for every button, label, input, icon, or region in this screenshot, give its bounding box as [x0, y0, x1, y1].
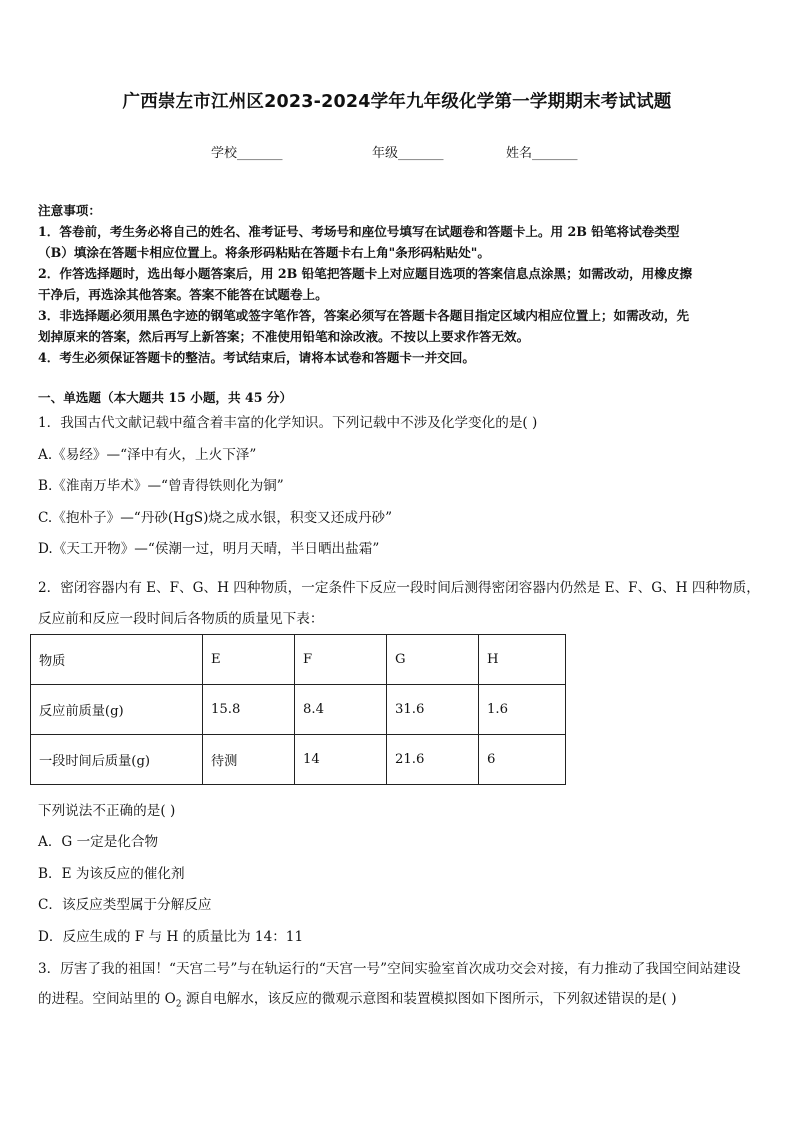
- option-a: A．G 一定是化合物: [38, 834, 159, 850]
- table-cell: 物质: [31, 635, 203, 685]
- table-cell: 6: [479, 735, 566, 785]
- table-cell: 一段时间后质量(g): [31, 735, 203, 785]
- table-cell: 1.6: [479, 685, 566, 735]
- notice-line: 1．答卷前，考生务必将自己的姓名、准考证号、考场号和座位号填写在试题卷和答题卡上。用 2B 铅笔将试卷类型: [38, 224, 680, 239]
- table-cell: 8.4: [295, 685, 387, 735]
- stem-text: 的进程。空间站里的 O: [38, 991, 176, 1007]
- name-field: 姓名_______: [506, 146, 578, 161]
- option-c: C．该反应类型属于分解反应: [38, 897, 212, 913]
- option-d: D．反应生成的 F 与 H 的质量比为 14：11: [38, 929, 304, 945]
- question-prompt: 下列说法不正确的是( ): [38, 803, 176, 819]
- stem-text: 源自电解水，该反应的微观示意图和装置模拟图如下图所示，下列叙述错误的是( ): [181, 991, 677, 1007]
- section-heading: 一、单选题（本大题共 15 小题，共 45 分）: [38, 390, 293, 405]
- table-cell: 反应前质量(g): [31, 685, 203, 735]
- subscript: 2: [175, 999, 182, 1010]
- notice-heading: 注意事项：: [38, 203, 101, 218]
- question-stem: 反应前和反应一段时间后各物质的质量见下表：: [38, 611, 324, 627]
- question-stem: 3．厉害了我的祖国！“天宫二号”与在轨运行的“天宫一号”空间实验室首次成功交会对接，有力推动了我国空间站建设: [38, 961, 741, 977]
- question-stem: 1．我国古代文献记载中蕴含着丰富的化学知识。下列记载中不涉及化学变化的是( ): [38, 415, 538, 431]
- option-a: A.《易经》—“泽中有火，上火下泽”: [38, 447, 257, 463]
- notice-line: 干净后，再选涂其他答案。答案不能答在试题卷上。: [38, 287, 328, 302]
- table-header-row: [31, 635, 566, 685]
- table-row: [31, 735, 566, 785]
- option-b: B.《淮南万毕术》—“曾青得铁则化为铜”: [38, 478, 284, 494]
- table-cell: G: [387, 635, 479, 685]
- table-cell: E: [203, 635, 295, 685]
- table-cell: 31.6: [387, 685, 479, 735]
- question-stem: [38, 988, 677, 1016]
- table-cell: 14: [295, 735, 387, 785]
- table-cell: F: [295, 635, 387, 685]
- option-c: C.《抱朴子》—“丹砂(HgS)烧之成水银，积变又还成丹砂”: [38, 510, 393, 526]
- option-d: D.《天工开物》—“侯潮一过，明月天晴，半日晒出盐霜”: [38, 541, 380, 557]
- notice-line: 3．非选择题必须用黑色字迹的钢笔或签字笔作答，答案必须写在答题卡各题目指定区域内相应位置上；如需改动，先: [38, 308, 690, 323]
- question-stem: 2．密闭容器内有 E、F、G、H 四种物质，一定条件下反应一段时间后测得密闭容器内仍然是 E、F、G、H 四种物质，: [38, 580, 760, 596]
- table-cell: H: [479, 635, 566, 685]
- table-cell: 待测: [203, 735, 295, 785]
- notice-line: 划掉原来的答案，然后再写上新答案；不准使用铅笔和涂改液。不按以上要求作答无效。: [38, 329, 530, 344]
- table-row: [31, 685, 566, 735]
- table-cell: 21.6: [387, 735, 479, 785]
- page-title: 广西崇左市江州区2023-2024学年九年级化学第一学期期末考试试题: [122, 92, 672, 112]
- notice-line: （B）填涂在答题卡相应位置上。将条形码粘贴在答题卡右上角"条形码粘贴处"。: [38, 245, 490, 260]
- mass-table: [30, 634, 566, 785]
- table-cell: 15.8: [203, 685, 295, 735]
- notice-line: 2．作答选择题时，选出每小题答案后，用 2B 铅笔把答题卡上对应题目选项的答案信息点涂黑；如需改动，用橡皮擦: [38, 266, 693, 281]
- option-b: B．E 为该反应的催化剂: [38, 866, 185, 882]
- grade-field: 年级_______: [372, 146, 444, 161]
- school-field: 学校_______: [211, 146, 283, 161]
- notice-line: 4．考生必须保证答题卡的整洁。考试结束后，请将本试卷和答题卡一并交回。: [38, 350, 475, 365]
